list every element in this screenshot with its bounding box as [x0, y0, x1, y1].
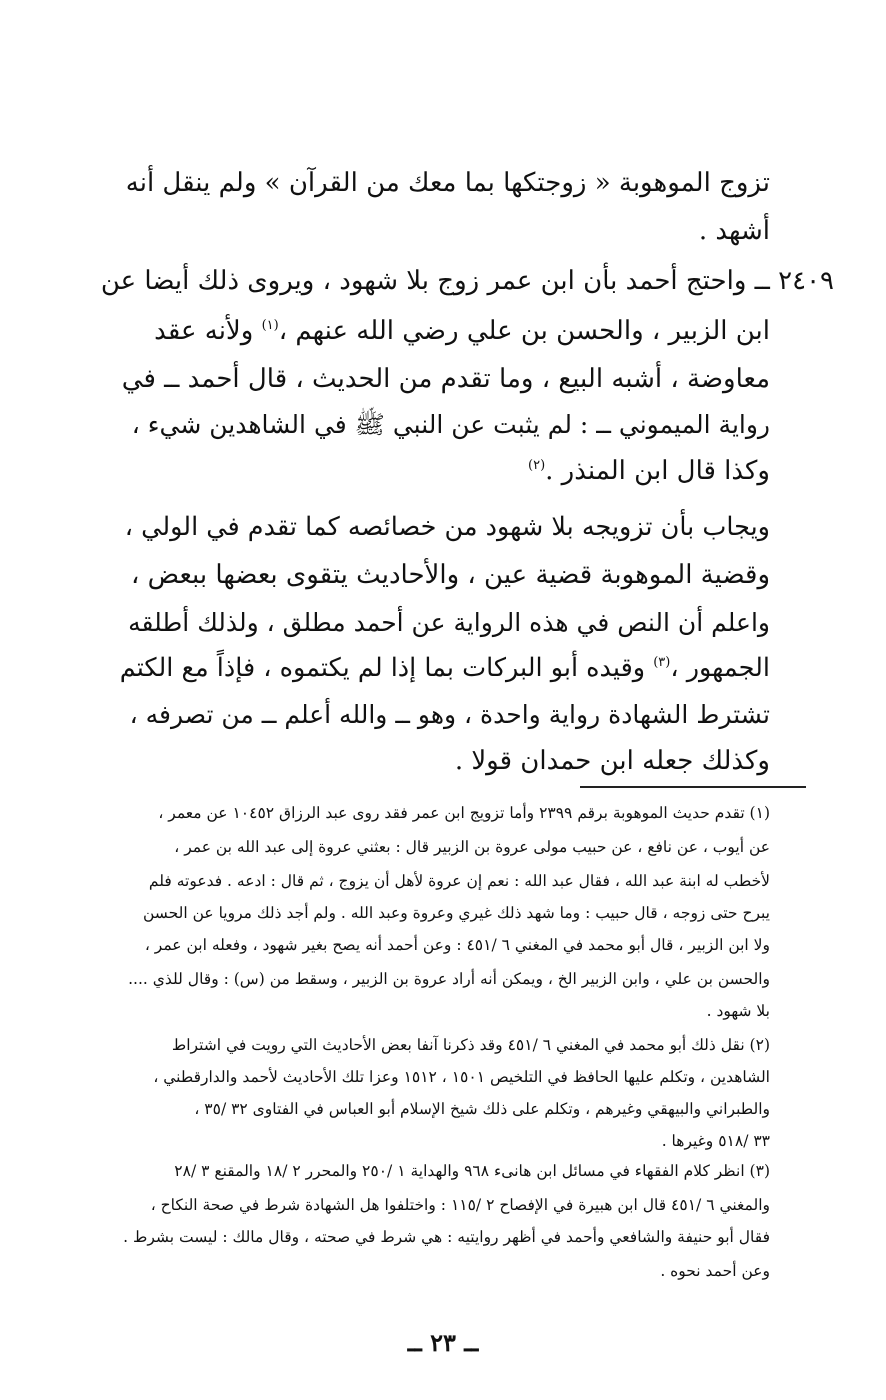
- main-text-segment: ابن الزبير ، والحسن بن علي رضي الله عنهم ،: [278, 316, 770, 346]
- main-text-segment: وقيده أبو البركات بما إذا لم يكتموه ، فإذاً مع الكتم: [119, 653, 654, 683]
- main-text-segment: وكذا قال ابن المنذر .: [545, 456, 770, 486]
- main-text-line: [528, 458, 770, 484]
- main-text-line: وكذلك جعله ابن حمدان قولا .: [454, 746, 770, 776]
- main-text-line: تشترط الشهادة رواية واحدة ، وهو ــ والله أعلم ــ من تصرفه ،: [129, 700, 770, 729]
- footnote-line: بلا شهود .: [706, 1002, 770, 1020]
- footnote-line: (٣) انظر كلام الفقهاء في مسائل ابن هانىء ٩٦٨ والهداية ١ /٢٥٠ والمحرر ٢ /١٨ والمقنع ٣ /٢٨: [174, 1162, 770, 1180]
- footnote-marker: (٣): [653, 655, 671, 670]
- footnote-line: عن أيوب ، عن نافع ، عن حبيب مولى عروة بن الزبير قال : بعثني عروة إلى عبد الله بن عمر ،: [174, 838, 770, 856]
- main-text-line: رواية الميموني ــ : لم يثبت عن النبي ﷺ في الشاهدين شيء ،: [131, 410, 770, 439]
- main-text-segment: الجمهور ،: [670, 653, 770, 683]
- main-text-line: معاوضة ، أشبه البيع ، وما تقدم من الحديث ، قال أحمد ــ في: [121, 364, 770, 394]
- footnote-line: وعن أحمد نحوه .: [660, 1262, 770, 1280]
- footnote-line: والطبراني والبيهقي وغيرهم ، وتكلم على ذلك شيخ الإسلام أبو العباس في الفتاوى ٣٢ /٣٥ ،: [194, 1100, 770, 1118]
- main-text-line: [119, 653, 770, 683]
- footnote-marker: (٢): [528, 458, 546, 473]
- footnote-line: لأخطب له ابنة عبد الله ، فقال عبد الله : نعم إن عروة لأهل أن يزوج ، ثم قال : ادعه . فدعوته فلم: [148, 872, 770, 890]
- footnote-line: ٣٣ /٥١٨ وغيرها .: [661, 1132, 770, 1150]
- main-text-line: ويجاب بأن تزويجه بلا شهود من خصائصه كما تقدم في الولي ،: [124, 512, 770, 542]
- main-text-line: أشهد .: [698, 216, 770, 246]
- footnote-line: (٢) نقل ذلك أبو محمد في المغني ٦ /٤٥١ وقد ذكرنا آنفا بعض الأحاديث التي رويت في اشتراط: [171, 1036, 770, 1054]
- paragraph-2409-line: ٢٤٠٩ ــ واحتج أحمد بأن ابن عمر زوج بلا شهود ، ويروى ذلك أيضا عن: [100, 266, 834, 296]
- main-text-line: [154, 318, 770, 344]
- footnote-line: فقال أبو حنيفة والشافعي وأحمد في أظهر روايتيه : هي شرط في صحته ، وقال مالك : ليست بشرط .: [123, 1228, 770, 1246]
- footnote-line: الشاهدين ، وتكلم عليها الحافظ في التلخيص ١٥٠١ ، ١٥١٢ وعزا تلك الأحاديث لأحمد والدارقطني ،: [153, 1068, 770, 1086]
- footnote-line: (١) تقدم حديث الموهوبة برقم ٢٣٩٩ وأما تزويج ابن عمر فقد روى عبد الرزاق ١٠٤٥٢ عن معمر ،: [158, 804, 770, 822]
- main-text-line: وقضية الموهوبة قضية عين ، والأحاديث يتقوى بعضها ببعض ،: [131, 560, 770, 590]
- main-text-segment: ولأنه عقد: [154, 316, 262, 346]
- footnote-line: والمغني ٦ /٤٥١ قال ابن هبيرة في الإفصاح ٢ /١١٥ : واختلفوا هل الشهادة شرط في صحة النكاح ،: [150, 1196, 770, 1214]
- footnote-separator: [580, 786, 806, 788]
- footnote-marker: (١): [261, 318, 279, 333]
- footnote-line: يبرح حتى زوجه ، قال حبيب : وما شهد ذلك غيري وعروة وعبد الله . ولم أجد ذلك مرويا عن الحسن: [143, 904, 770, 922]
- footnote-line: والحسن بن علي ، وابن الزبير الخ ، ويمكن أنه أراد عروة بن الزبير ، وسقط من (س) : وقال للذي ....: [128, 970, 770, 988]
- footnote-line: ولا ابن الزبير ، قال أبو محمد في المغني ٦ /٤٥١ : وعن أحمد أنه يصح بغير شهود ، وفعله ابن عمر ،: [144, 936, 770, 954]
- main-text-line: واعلم أن النص في هذه الرواية عن أحمد مطلق ، ولذلك أطلقه: [128, 608, 770, 637]
- page-number: ــ ٢٣ ــ: [407, 1328, 479, 1357]
- main-text-line: تزوج الموهوبة « زوجتكها بما معك من القرآن » ولم ينقل أنه: [125, 168, 770, 198]
